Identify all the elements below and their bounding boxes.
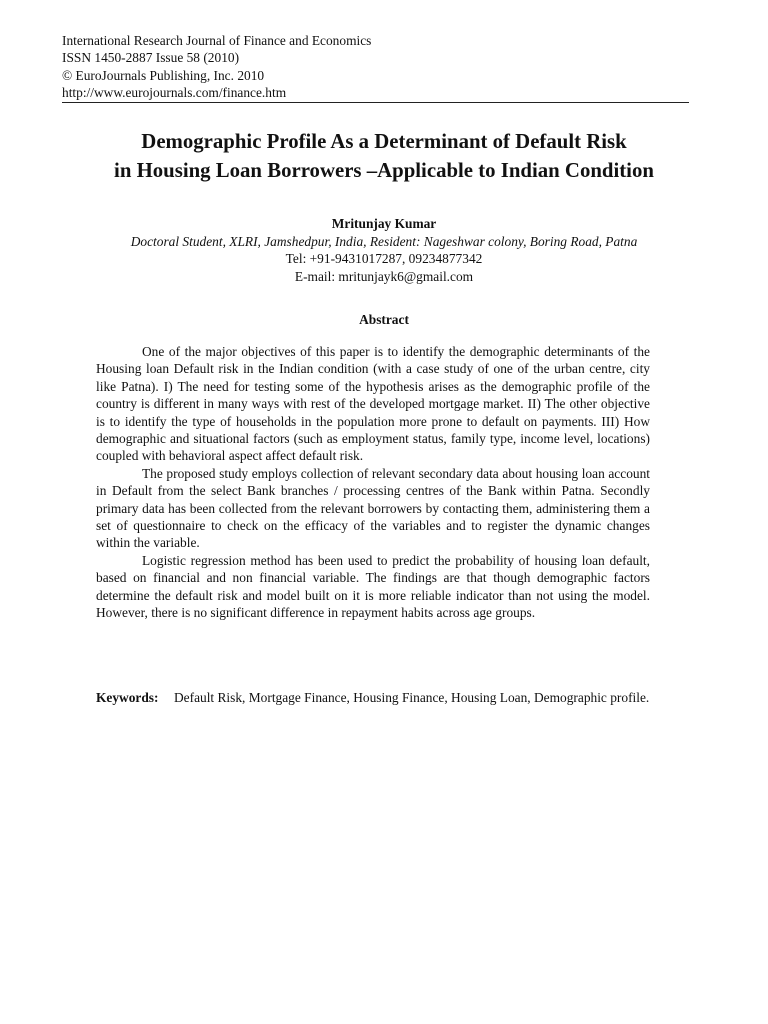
author-block bbox=[40, 215, 728, 285]
keywords-text: Default Risk, Mortgage Finance, Housing Finance, Housing Loan, Demographic profile. bbox=[174, 690, 650, 705]
header-divider bbox=[62, 102, 689, 103]
abstract-paragraph-2: The proposed study employs collection of relevant secondary data about housing loan account in Default from the select Bank branches / processing centres of the Bank within Patna. Secondly primary data has been collected from the relevant borrowers by contacting them, administering them a set of questionnaire to check on the efficacy of the variables and to register the dynamic changes within the variable. bbox=[96, 465, 650, 551]
journal-name: International Research Journal of Finance and Economics bbox=[62, 33, 372, 48]
paper-title bbox=[40, 128, 728, 185]
journal-url[interactable]: http://www.eurojournals.com/finance.htm bbox=[62, 85, 287, 101]
author-affiliation: Doctoral Student, XLRI, Jamshedpur, India, Resident: Nageshwar colony, Boring Road, Patna bbox=[130, 233, 638, 249]
abstract-paragraph-1: One of the major objectives of this paper is to identify the demographic determinants of the Housing loan Default risk in the Indian condition (with a case study of one of the urban centre, city like Patna). I) The need for testing some of the hypothesis arises as the demographic profile of the country is different in many ways with rest of the developed mortgage market. II) The other objective is to identify the type of households in the population more prone to default on payments. III) How demographic and situational factors (such as employment status, family type, income level, locations) coupled with behavioral aspect affect default risk. bbox=[96, 344, 650, 464]
title-line-2: in Housing Loan Borrowers –Applicable to Indian Condition bbox=[114, 158, 654, 182]
abstract-paragraph-3: Logistic regression method has been used to predict the probability of housing loan default, based on financial and non financial variable. The findings are that though demographic factors determine the default risk and model built on it is more reliable indicator than not using the model. However, there is no significant difference in repayment habits across age groups. bbox=[96, 552, 650, 621]
author-telephone: Tel: +91-9431017287, 09234877342 bbox=[285, 251, 483, 266]
keywords-label: Keywords: bbox=[96, 690, 159, 705]
journal-copyright: © EuroJournals Publishing, Inc. 2010 bbox=[62, 67, 265, 83]
journal-header bbox=[62, 32, 688, 102]
abstract-heading: Abstract bbox=[359, 312, 409, 327]
abstract-body bbox=[96, 343, 650, 622]
author-name: Mritunjay Kumar bbox=[331, 216, 437, 231]
author-email: E-mail: mritunjayk6@gmail.com bbox=[294, 268, 474, 284]
journal-issn-issue: ISSN 1450-2887 Issue 58 (2010) bbox=[62, 50, 240, 66]
title-line-1: Demographic Profile As a Determinant of Default Risk bbox=[141, 130, 627, 153]
keywords-block bbox=[96, 689, 650, 708]
